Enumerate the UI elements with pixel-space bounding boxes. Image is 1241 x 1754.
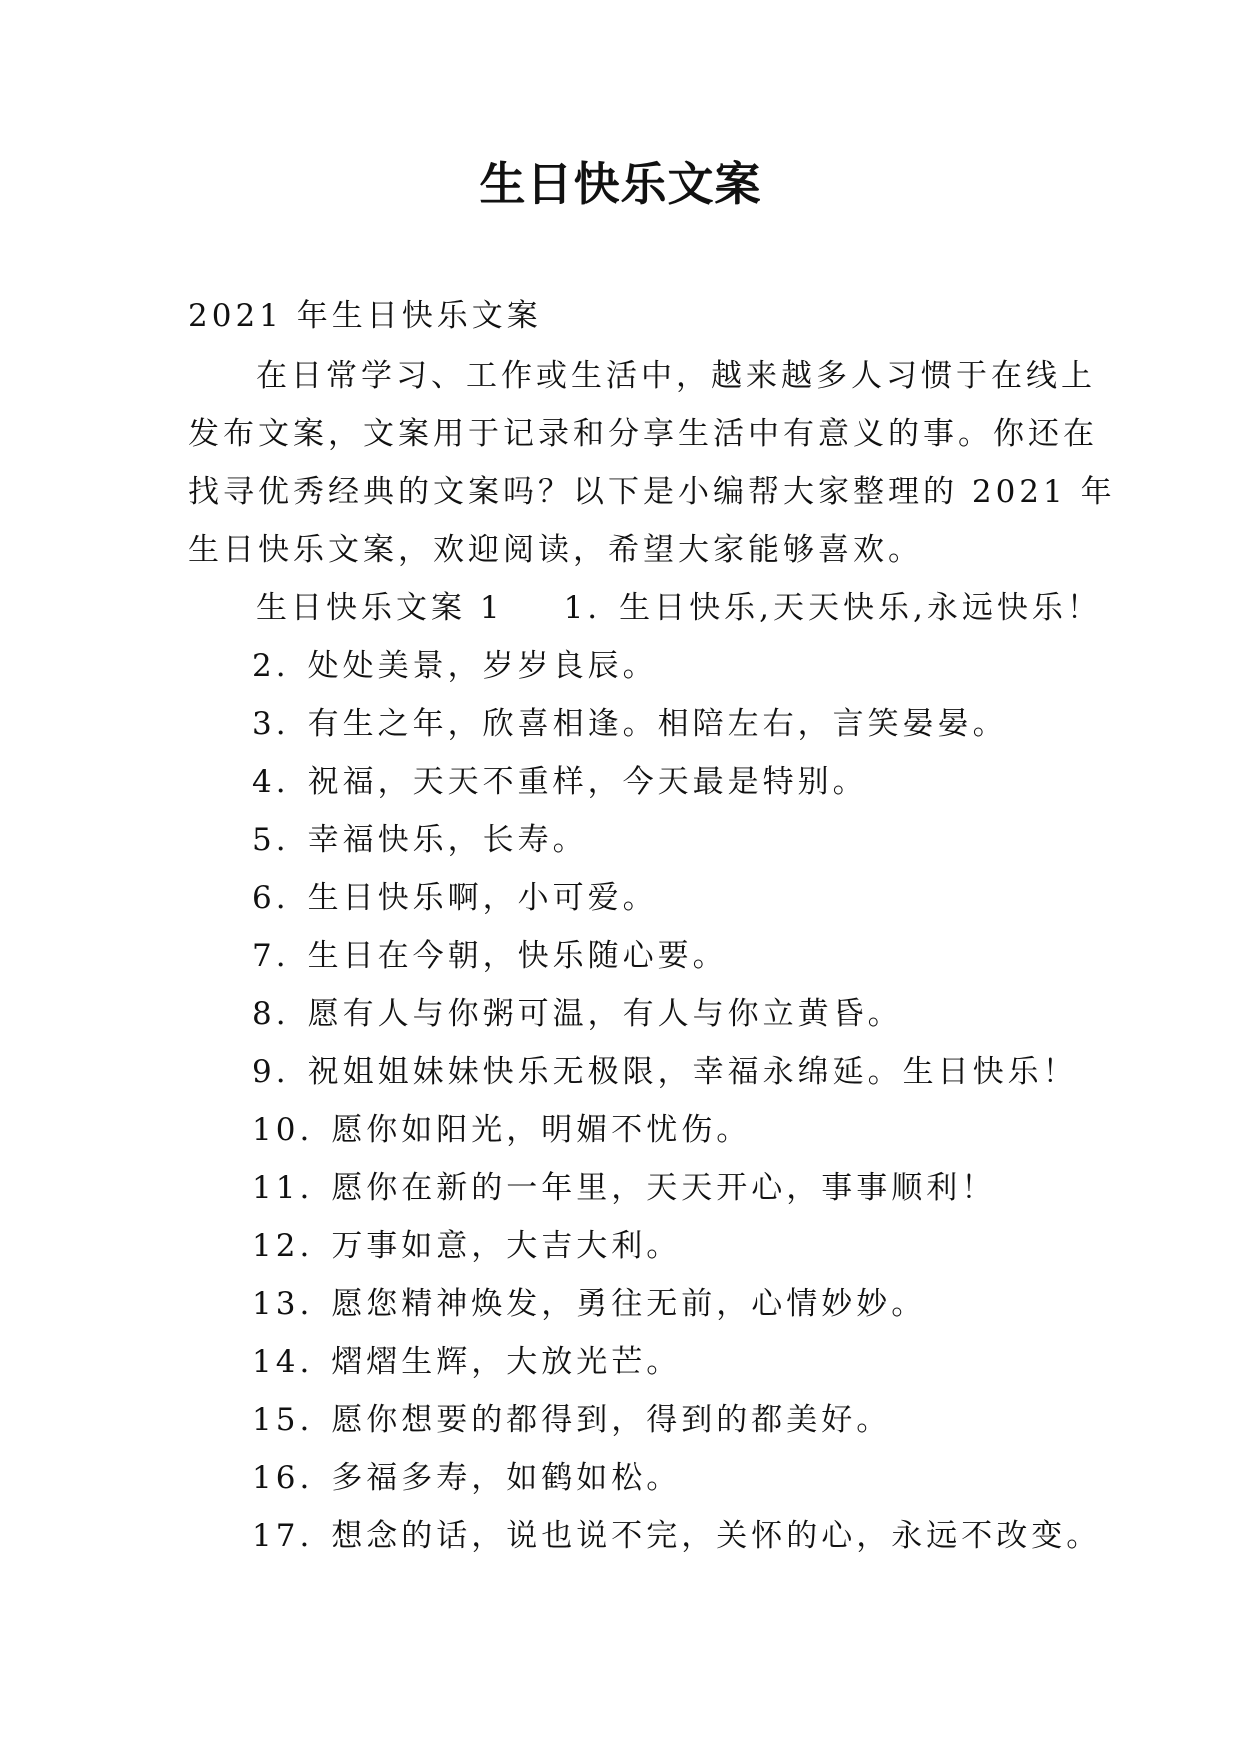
document-title: 生日快乐文案 — [479, 157, 762, 211]
item-number: 5. — [252, 822, 290, 858]
item-number: 4. — [252, 764, 290, 800]
intro-line-2: 发布文案，文案用于记录和分享生活中有意义的事。你还在 — [188, 416, 1098, 452]
item-text: 愿你想要的都得到，得到的都美好。 — [331, 1402, 892, 1438]
item-text: 万事如意，大吉大利。 — [331, 1228, 682, 1264]
item-number: 2. — [252, 648, 290, 684]
item-text: 想念的话，说也说不完，关怀的心，永远不改变。 — [331, 1518, 1102, 1554]
subheading: 2021 年生日快乐文案 — [188, 298, 542, 334]
intro-line-3: 找寻优秀经典的文案吗？以下是小编帮大家整理的 2021 年 — [188, 474, 1116, 510]
item-number: 7. — [252, 938, 290, 974]
item-text: 祝姐姐妹妹快乐无极限，幸福永绵延。生日快乐！ — [307, 1054, 1078, 1090]
list-item — [252, 1342, 681, 1382]
section-label: 生日快乐文案 1 — [256, 590, 504, 626]
list-item — [252, 820, 588, 860]
item-number: 1. — [563, 590, 602, 626]
list-item — [252, 1400, 891, 1440]
item-text: 生日在今朝，快乐随心要。 — [307, 938, 728, 974]
item-text: 熠熠生辉，大放光芒。 — [331, 1344, 682, 1380]
item-text: 多福多寿，如鹤如松。 — [331, 1460, 682, 1496]
list-item — [256, 588, 1102, 628]
item-text: 愿你如阳光，明媚不忧伤。 — [331, 1112, 752, 1148]
item-number: 8. — [252, 996, 290, 1032]
item-number: 15. — [252, 1402, 314, 1438]
item-text: 有生之年，欣喜相逢。相陪左右，言笑晏晏。 — [307, 706, 1008, 742]
item-number: 11. — [252, 1170, 314, 1206]
item-text: 处处美景，岁岁良辰。 — [307, 648, 658, 684]
list-item — [252, 1516, 1101, 1556]
item-number: 12. — [252, 1228, 314, 1264]
item-number: 9. — [252, 1054, 290, 1090]
item-text: 愿你在新的一年里，天天开心，事事顺利！ — [331, 1170, 997, 1206]
item-number: 13. — [252, 1286, 314, 1322]
list-item — [252, 1110, 751, 1150]
item-number: 3. — [252, 706, 290, 742]
item-text: 祝福，天天不重样，今天最是特别。 — [307, 764, 868, 800]
item-text: 愿您精神焕发，勇往无前，心情妙妙。 — [331, 1286, 927, 1322]
list-item — [252, 1168, 996, 1208]
item-number: 10. — [252, 1112, 314, 1148]
list-item — [252, 704, 1008, 744]
item-text: 愿有人与你粥可温，有人与你立黄昏。 — [307, 996, 903, 1032]
item-text: 幸福快乐，长寿。 — [307, 822, 588, 858]
item-number: 17. — [252, 1518, 314, 1554]
item-number: 16. — [252, 1460, 314, 1496]
item-number: 14. — [252, 1344, 314, 1380]
list-item — [252, 762, 868, 802]
list-item — [252, 994, 903, 1034]
item-number: 6. — [252, 880, 290, 916]
list-item — [252, 646, 658, 686]
item-text: 生日快乐,天天快乐,永远快乐！ — [619, 590, 1102, 626]
list-item — [252, 1284, 926, 1324]
list-item — [252, 936, 728, 976]
list-item — [252, 1226, 681, 1266]
intro-line-4: 生日快乐文案，欢迎阅读，希望大家能够喜欢。 — [188, 532, 923, 568]
list-item — [252, 878, 658, 918]
list-item — [252, 1052, 1078, 1092]
list-item — [252, 1458, 681, 1498]
item-text: 生日快乐啊，小可爱。 — [307, 880, 658, 916]
intro-line-1: 在日常学习、工作或生活中，越来越多人习惯于在线上 — [256, 358, 1096, 394]
